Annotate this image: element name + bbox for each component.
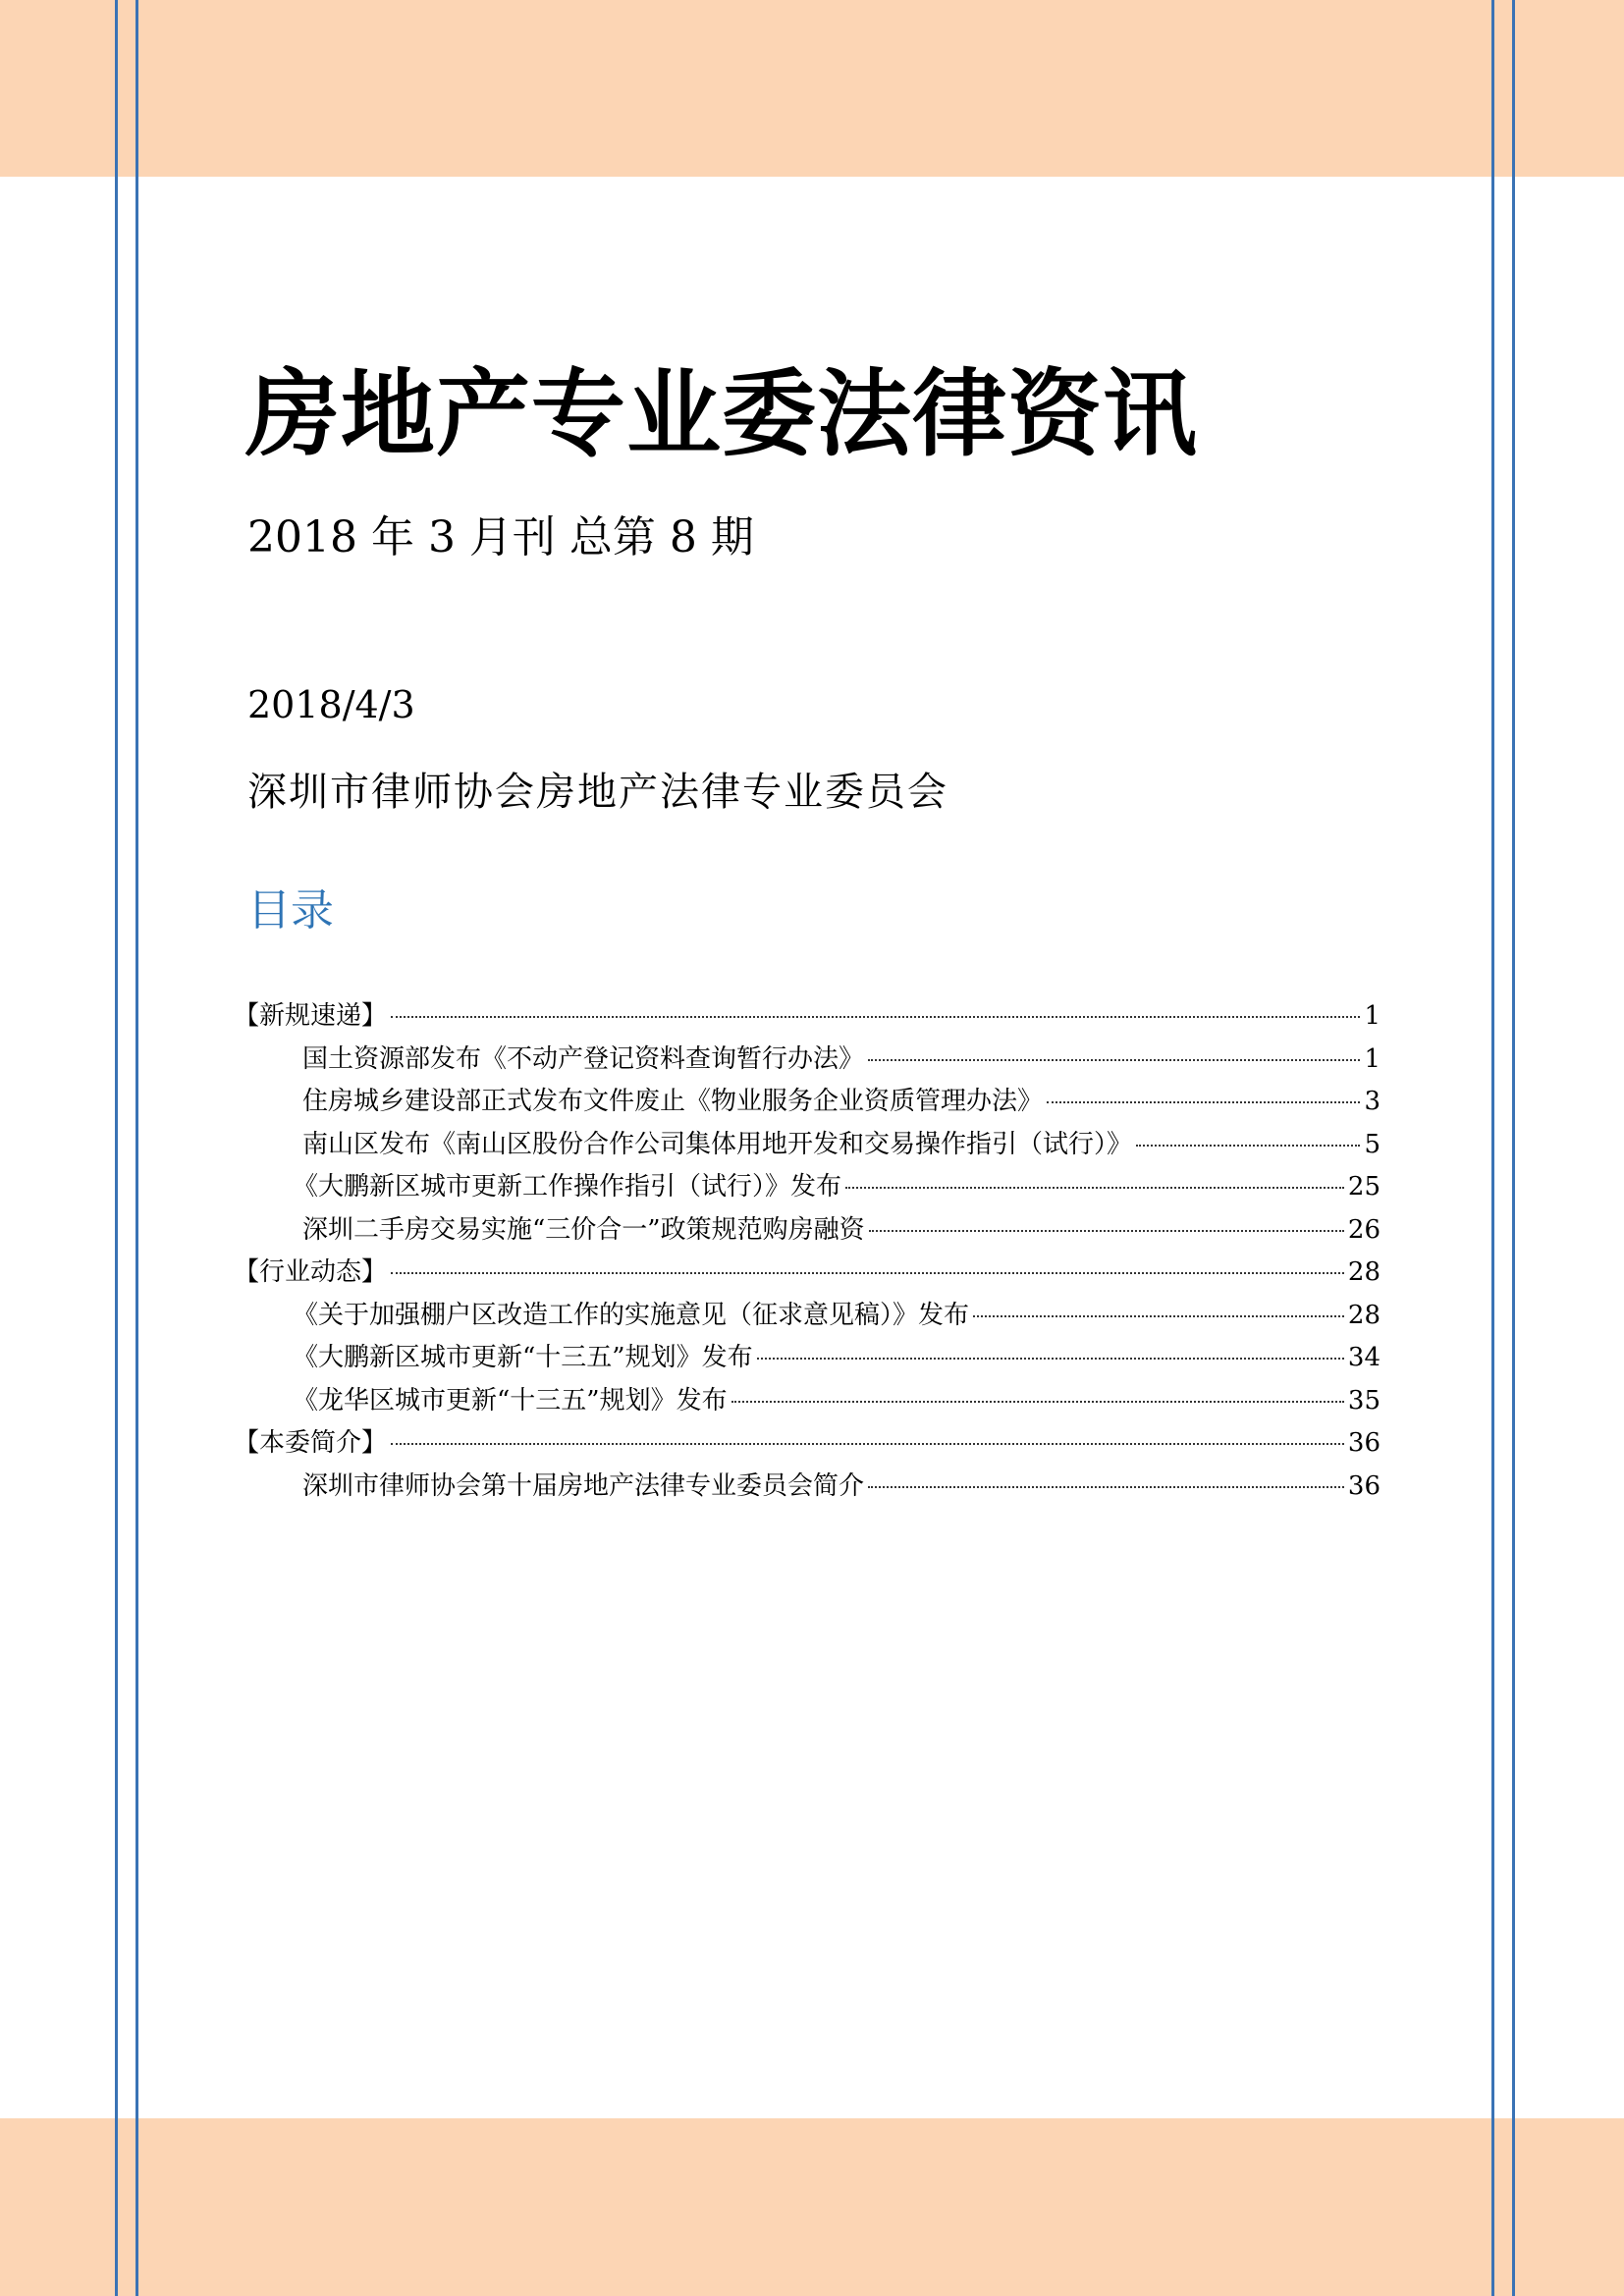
toc-page-number: 1 — [1364, 1043, 1380, 1074]
toc-label: 南山区发布《南山区股份合作公司集体用地开发和交易操作指引（试行）》 — [302, 1129, 1133, 1159]
toc-leader-dots — [731, 1401, 1344, 1403]
right-outer-rule — [1512, 0, 1515, 2296]
toc-label: 深圳市律师协会第十届房地产法律专业委员会简介 — [302, 1470, 865, 1501]
toc-leader-dots — [757, 1358, 1344, 1360]
toc-page-number: 1 — [1364, 1001, 1380, 1031]
toc-leader-dots — [391, 1272, 1344, 1274]
right-inner-rule — [1491, 0, 1494, 2296]
toc-label: 《大鹏新区城市更新“十三五”规划》发布 — [293, 1343, 753, 1372]
toc-leader-dots — [391, 1443, 1344, 1445]
toc-label: 【行业动态】 — [234, 1257, 388, 1287]
organization-name: 深圳市律师协会房地产法律专业委员会 — [247, 770, 948, 815]
toc-label: 住房城乡建设部正式发布文件废止《物业服务企业资质管理办法》 — [302, 1087, 1044, 1116]
toc-entry[interactable] — [234, 1124, 1380, 1167]
toc-leader-dots — [845, 1187, 1344, 1189]
toc-label: 《龙华区城市更新“十三五”规划》发布 — [293, 1385, 728, 1415]
toc-page-number: 28 — [1347, 1300, 1380, 1330]
toc-entry[interactable] — [234, 1081, 1380, 1124]
toc-entry[interactable] — [234, 1380, 1380, 1423]
toc-label: 《大鹏新区城市更新工作操作指引（试行）》发布 — [293, 1172, 842, 1201]
toc-leader-dots — [869, 1230, 1344, 1232]
toc-page-number: 5 — [1364, 1129, 1380, 1159]
toc-entry[interactable] — [234, 1466, 1380, 1509]
document-title: 房地产专业委法律资讯 — [245, 359, 1198, 469]
toc-leader-dots — [868, 1059, 1360, 1061]
publish-date: 2018/4/3 — [247, 683, 415, 726]
toc-page-number: 25 — [1347, 1172, 1380, 1201]
left-inner-rule — [135, 0, 138, 2296]
toc-page-number: 26 — [1347, 1214, 1380, 1245]
toc-leader-dots — [1047, 1101, 1360, 1103]
toc-label: 国土资源部发布《不动产登记资料查询暂行办法》 — [302, 1043, 865, 1074]
toc-entry[interactable] — [234, 1295, 1380, 1338]
bottom-decorative-band — [0, 2118, 1624, 2296]
left-outer-rule — [115, 0, 118, 2296]
toc-page-number: 3 — [1364, 1087, 1380, 1116]
toc-leader-dots — [391, 1016, 1360, 1018]
toc-heading: 目录 — [247, 885, 334, 935]
toc-entry[interactable] — [234, 1166, 1380, 1209]
toc-entry[interactable] — [234, 1209, 1380, 1253]
toc-page-number: 35 — [1347, 1385, 1380, 1415]
toc-page-number: 28 — [1347, 1257, 1380, 1287]
toc-label: 【本委简介】 — [234, 1428, 388, 1458]
toc-section-new-rules[interactable] — [234, 995, 1380, 1039]
toc-page-number: 36 — [1347, 1470, 1380, 1501]
toc-page-number: 34 — [1347, 1343, 1380, 1372]
toc-label: 《关于加强棚户区改造工作的实施意见（征求意见稿）》发布 — [293, 1300, 970, 1330]
table-of-contents — [234, 995, 1380, 1508]
toc-section-committee-intro[interactable] — [234, 1422, 1380, 1466]
toc-leader-dots — [1136, 1145, 1360, 1147]
toc-label: 【新规速递】 — [234, 1001, 388, 1031]
toc-leader-dots — [973, 1315, 1344, 1317]
toc-label: 深圳二手房交易实施“三价合一”政策规范购房融资 — [302, 1214, 865, 1245]
toc-section-industry-news[interactable] — [234, 1252, 1380, 1295]
toc-page-number: 36 — [1347, 1428, 1380, 1458]
toc-leader-dots — [868, 1486, 1344, 1488]
toc-entry[interactable] — [234, 1337, 1380, 1380]
toc-entry[interactable] — [234, 1039, 1380, 1082]
issue-subtitle: 2018 年 3 月刊 总第 8 期 — [247, 512, 754, 562]
top-decorative-band — [0, 0, 1624, 177]
